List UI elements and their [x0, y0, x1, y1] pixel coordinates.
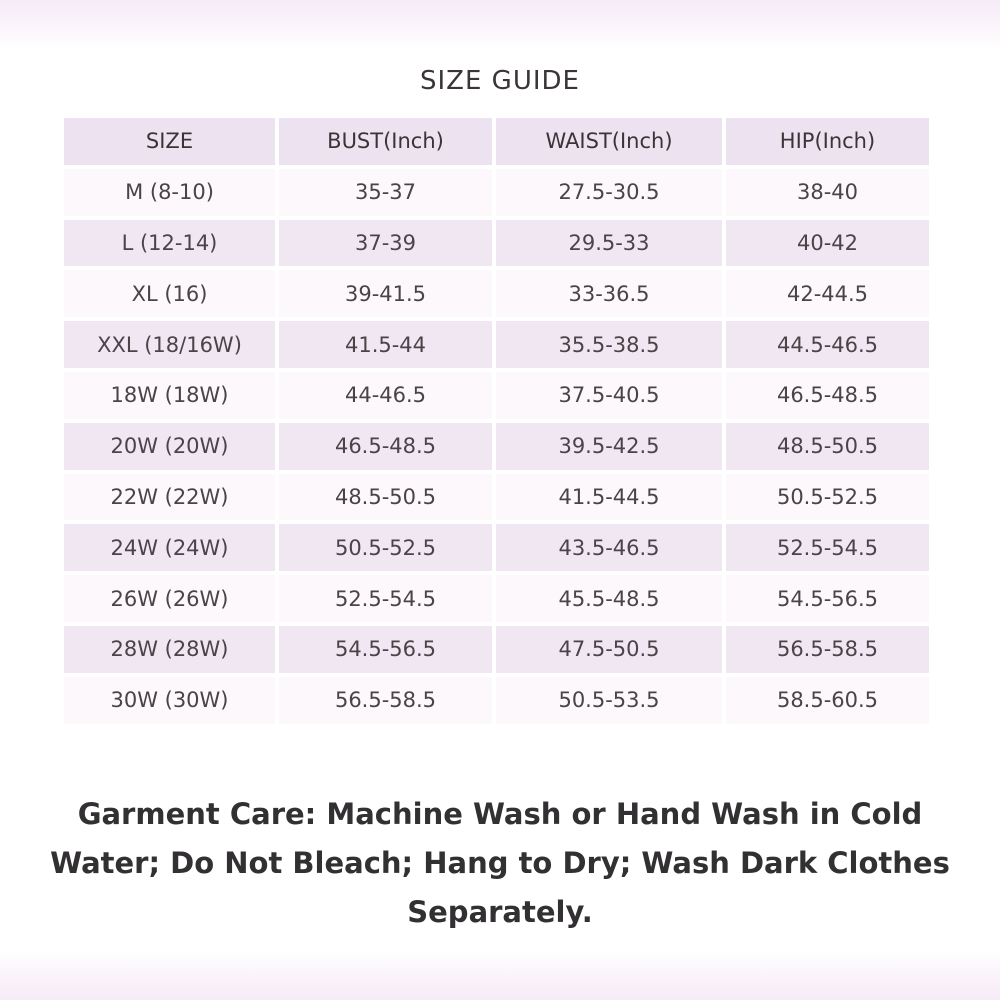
size-cell: 30W (30W) — [64, 677, 275, 724]
hip-cell: 40-42 — [726, 220, 929, 267]
waist-cell: 50.5-53.5 — [496, 677, 722, 724]
header-size: SIZE — [64, 118, 275, 165]
garment-care-text: Garment Care: Machine Wash or Hand Wash in Cold Water; Do Not Bleach; Hang to Dry; Wash Dark Clothes Separately. — [50, 797, 950, 929]
page-title: SIZE GUIDE — [420, 66, 580, 96]
waist-cell: 47.5-50.5 — [496, 626, 722, 673]
hip-cell: 38-40 — [726, 169, 929, 216]
size-cell: 20W (20W) — [64, 423, 275, 470]
waist-cell: 43.5-46.5 — [496, 524, 722, 571]
top-gradient-band — [0, 0, 1000, 50]
table-row — [64, 474, 929, 521]
hip-cell: 48.5-50.5 — [726, 423, 929, 470]
bottom-gradient-band — [0, 950, 1000, 1000]
bust-cell: 54.5-56.5 — [279, 626, 492, 673]
bust-cell: 37-39 — [279, 220, 492, 267]
table-row — [64, 524, 929, 571]
size-cell: 26W (26W) — [64, 575, 275, 622]
table-row — [64, 270, 929, 317]
bust-cell: 44-46.5 — [279, 372, 492, 419]
size-cell: 18W (18W) — [64, 372, 275, 419]
table-row — [64, 575, 929, 622]
bust-cell: 48.5-50.5 — [279, 474, 492, 521]
size-cell: 28W (28W) — [64, 626, 275, 673]
table-header-row — [64, 118, 929, 165]
waist-cell: 27.5-30.5 — [496, 169, 722, 216]
size-cell: L (12-14) — [64, 220, 275, 267]
table-row — [64, 677, 929, 724]
size-cell: 24W (24W) — [64, 524, 275, 571]
size-cell: XXL (18/16W) — [64, 321, 275, 368]
waist-cell: 41.5-44.5 — [496, 474, 722, 521]
hip-cell: 46.5-48.5 — [726, 372, 929, 419]
header-bust: BUST(Inch) — [279, 118, 492, 165]
table-row — [64, 169, 929, 216]
waist-cell: 35.5-38.5 — [496, 321, 722, 368]
hip-cell: 54.5-56.5 — [726, 575, 929, 622]
table-row — [64, 626, 929, 673]
table-row — [64, 220, 929, 267]
bust-cell: 46.5-48.5 — [279, 423, 492, 470]
waist-cell: 45.5-48.5 — [496, 575, 722, 622]
waist-cell: 37.5-40.5 — [496, 372, 722, 419]
size-guide-table — [60, 114, 933, 728]
table-row — [64, 423, 929, 470]
bust-cell: 50.5-52.5 — [279, 524, 492, 571]
hip-cell: 42-44.5 — [726, 270, 929, 317]
size-cell: 22W (22W) — [64, 474, 275, 521]
waist-cell: 39.5-42.5 — [496, 423, 722, 470]
bust-cell: 56.5-58.5 — [279, 677, 492, 724]
bust-cell: 39-41.5 — [279, 270, 492, 317]
waist-cell: 29.5-33 — [496, 220, 722, 267]
waist-cell: 33-36.5 — [496, 270, 722, 317]
hip-cell: 58.5-60.5 — [726, 677, 929, 724]
hip-cell: 56.5-58.5 — [726, 626, 929, 673]
bust-cell: 35-37 — [279, 169, 492, 216]
header-hip: HIP(Inch) — [726, 118, 929, 165]
hip-cell: 50.5-52.5 — [726, 474, 929, 521]
table-row — [64, 321, 929, 368]
header-waist: WAIST(Inch) — [496, 118, 722, 165]
size-cell: XL (16) — [64, 270, 275, 317]
hip-cell: 52.5-54.5 — [726, 524, 929, 571]
size-cell: M (8-10) — [64, 169, 275, 216]
table-row — [64, 372, 929, 419]
hip-cell: 44.5-46.5 — [726, 321, 929, 368]
bust-cell: 41.5-44 — [279, 321, 492, 368]
bust-cell: 52.5-54.5 — [279, 575, 492, 622]
